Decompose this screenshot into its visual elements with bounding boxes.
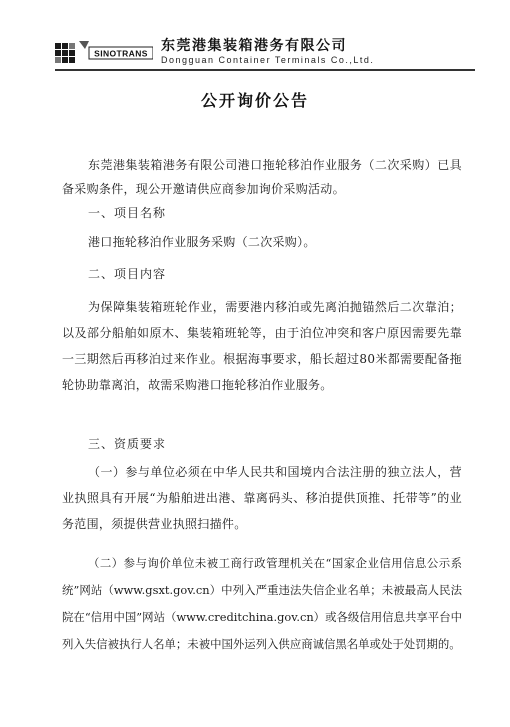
company-name-en: Dongguan Container Terminals Co.,Ltd. <box>161 55 375 65</box>
section-heading-qualification: 三、资质要求 <box>88 437 167 451</box>
letterhead <box>55 33 475 73</box>
logo-wordmark: SINOTRANS <box>94 48 148 59</box>
project-name-paragraph: 港口拖轮移泊作业服务采购（二次采购）。 <box>88 235 316 249</box>
company-logo <box>55 35 153 65</box>
document-title: 公开询价公告 <box>200 91 309 110</box>
section-heading-project-name: 一、项目名称 <box>88 206 167 220</box>
qualification-paragraph-1: （一）参与单位必须在中华人民共和国境内合法注册的独立法人，营业执照具有开展“为船舶进出港、靠离码头、移泊提供顶推、托带等”的业务范围，须提供营业执照扫描件。 <box>62 465 462 531</box>
project-content-paragraph: 为保障集装箱班轮作业，需要港内移泊或先离泊抛锚然后二次靠泊；以及部分船舶如原木、集装箱班轮等，由于泊位冲突和客户原因需要先靠一三期然后再移泊过来作业。根据海事要求，船长超过80米都需要配备拖轮协助靠离泊，故需采购港口拖轮移泊作业服务。 <box>62 300 462 392</box>
section-heading-project-content: 二、项目内容 <box>88 267 167 281</box>
letterhead-divider <box>55 69 475 71</box>
qualification-paragraph-2: （二）参与询价单位未被工商行政管理机关在“国家企业信用信息公示系统”网站（www.gsxt.gov.cn）中列入严重违法失信企业名单；未被最高人民法院在“信用中国”网站（www.creditchina.gov.cn）或各级信用信息共享平台中列入失信被执行人名单；未被中国外运列入供应商诚信黑名单或处于处罚期的。 <box>62 556 462 651</box>
intro-paragraph: 东莞港集装箱港务有限公司港口拖轮移泊作业服务（二次采购）已具备采购条件，现公开邀请供应商参加询价采购活动。 <box>62 158 462 196</box>
company-name-cn: 东莞港集装箱港务有限公司 <box>161 38 347 54</box>
